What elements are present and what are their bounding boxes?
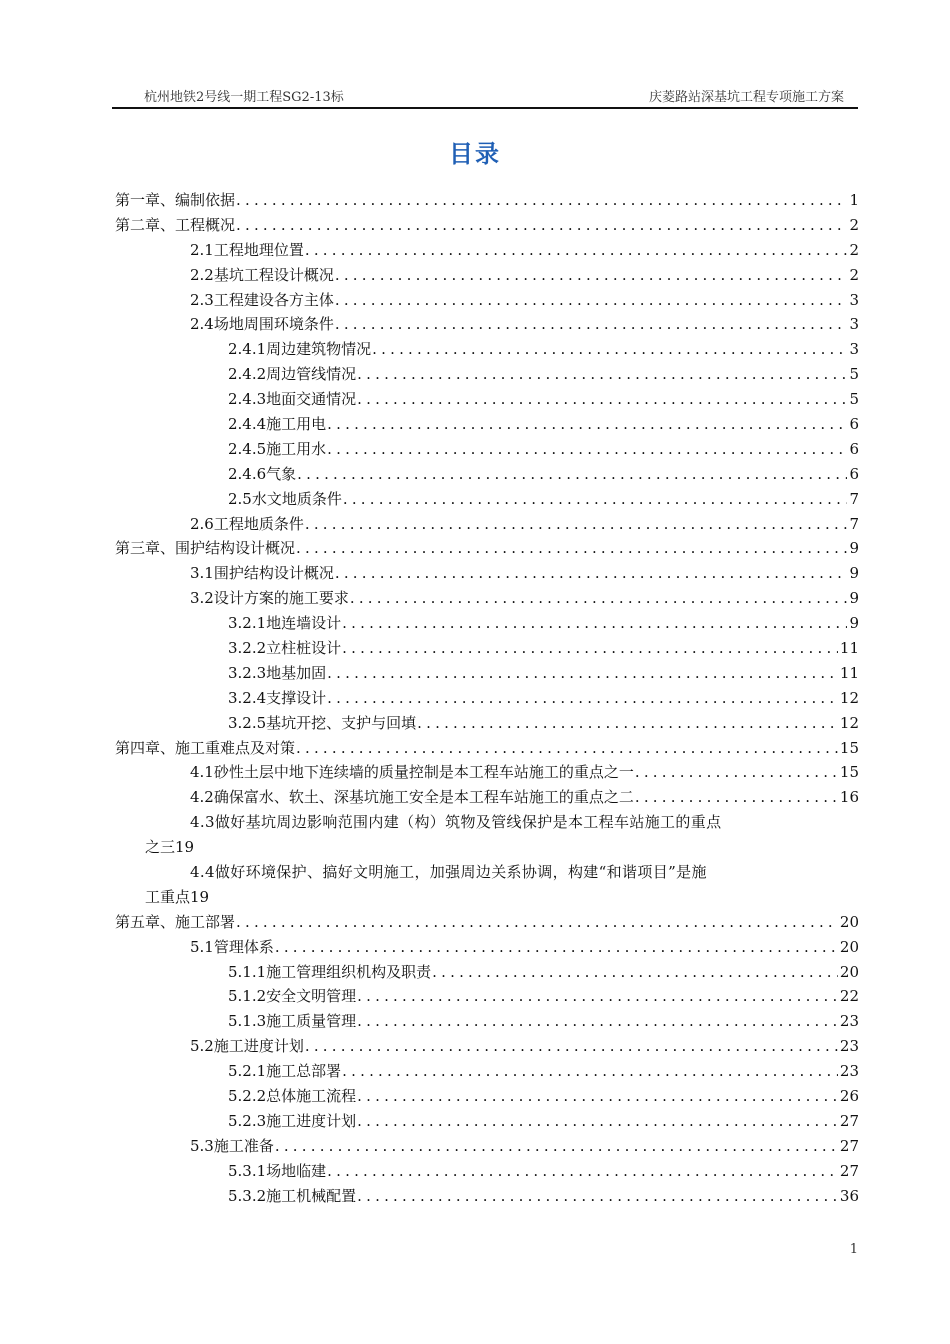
toc-entry-text: 2.3工程建设各方主体 (190, 290, 334, 309)
toc-entry-text: 3.2.5基坑开挖、支护与回填 (228, 713, 417, 732)
toc-entry[interactable] (115, 960, 859, 985)
toc-page-number: 27 (839, 1161, 859, 1180)
toc-leader-dots (296, 536, 847, 561)
toc-entry[interactable] (115, 1134, 859, 1159)
toc-leader-dots (305, 512, 848, 537)
toc-leader-dots (297, 462, 847, 487)
toc-page-number: 6 (849, 439, 859, 458)
toc-page-number: 36 (839, 1186, 859, 1205)
toc-leader-dots (236, 213, 847, 238)
toc-page-number: 19 (175, 838, 195, 857)
toc-leader-dots (327, 437, 847, 462)
toc-entry[interactable] (115, 1034, 859, 1059)
toc-leader-dots (335, 263, 848, 288)
toc-page-number: 1 (849, 190, 859, 209)
page-title: 目录 (449, 139, 501, 168)
toc-entry-text-continued: 工重点 (145, 887, 191, 906)
toc-page-number: 12 (839, 688, 859, 707)
toc-entry-text: 5.1管理体系 (190, 937, 274, 956)
toc-page-number: 15 (839, 763, 859, 782)
toc-entry[interactable] (115, 1159, 859, 1184)
toc-leader-dots (342, 611, 847, 636)
toc-entry-text: 2.4.5施工用水 (228, 439, 327, 458)
toc-leader-dots (275, 935, 838, 960)
toc-entry-text: 2.1工程地理位置 (190, 240, 304, 259)
toc-page-number: 9 (849, 589, 859, 608)
toc-page-number: 2 (849, 265, 859, 284)
toc-entry-text: 第二章、工程概况 (115, 215, 236, 234)
toc-entry-text: 2.4.2周边管线情况 (228, 365, 357, 384)
header-document-name: 庆菱路站深基坑工程专项施工方案 (648, 90, 844, 105)
toc-leader-dots (342, 1059, 838, 1084)
toc-page-number: 23 (839, 1012, 859, 1031)
toc-entry[interactable] (115, 213, 859, 238)
toc-entry-text: 2.5水文地质条件 (228, 489, 342, 508)
toc-leader-dots (357, 984, 838, 1009)
toc-entry[interactable] (115, 760, 859, 785)
toc-entry[interactable] (115, 312, 859, 337)
toc-page-number: 23 (839, 1062, 859, 1081)
toc-entry-text: 4.2确保富水、软土、深基坑施工安全是本工程车站施工的重点之二 (190, 788, 634, 807)
toc-entry-text: 5.1.2安全文明管理 (228, 987, 357, 1006)
toc-leader-dots (432, 960, 838, 985)
toc-entry-text: 5.2.1施工总部署 (228, 1062, 342, 1081)
toc-page-number: 20 (839, 962, 859, 981)
toc-page-number: 2 (849, 215, 859, 234)
toc-entry[interactable] (115, 611, 859, 636)
toc-entry[interactable] (115, 985, 859, 1010)
toc-entry-text: 5.1.3施工质量管理 (228, 1012, 357, 1031)
toc-page-number: 22 (839, 987, 859, 1006)
toc-leader-dots (335, 561, 848, 586)
toc-page-number: 19 (190, 887, 210, 906)
toc-leader-dots (372, 337, 847, 362)
toc-leader-dots (305, 1034, 838, 1059)
toc-leader-dots (335, 288, 848, 313)
toc-entry-text: 2.6工程地质条件 (190, 514, 304, 533)
toc-page-number: 12 (839, 713, 859, 732)
toc-page-number: 5 (849, 390, 859, 409)
toc-page-number: 11 (839, 639, 859, 658)
toc-entry[interactable] (115, 487, 859, 512)
toc-entry[interactable] (115, 561, 859, 586)
toc-leader-dots (635, 760, 838, 785)
toc-entry-text: 第四章、施工重难点及对策 (115, 738, 296, 757)
toc-entry[interactable] (115, 1009, 859, 1034)
toc-entry[interactable] (115, 785, 859, 810)
toc-page-number: 3 (849, 290, 859, 309)
toc-entry[interactable] (115, 1109, 859, 1134)
toc-page-number: 3 (849, 315, 859, 334)
toc-page-number: 23 (839, 1037, 859, 1056)
toc-entry-text: 5.3.1场地临建 (228, 1161, 327, 1180)
toc-entry[interactable] (115, 1184, 859, 1209)
toc-entry[interactable] (115, 910, 859, 935)
toc-entry-text: 2.4.1周边建筑物情况 (228, 340, 372, 359)
toc-leader-dots (275, 1134, 838, 1159)
header-project-name: 杭州地铁2号线一期工程SG2-13标 (144, 90, 344, 105)
toc-leader-dots (417, 711, 838, 736)
toc-entry-text: 5.3.2施工机械配置 (228, 1186, 357, 1205)
toc-entry-text: 3.2.1地连墙设计 (228, 614, 342, 633)
table-of-contents (115, 188, 859, 1209)
toc-page-number: 3 (849, 340, 859, 359)
toc-entry-text: 5.3施工准备 (190, 1136, 274, 1155)
toc-entry[interactable] (115, 387, 859, 412)
toc-entry[interactable] (115, 711, 859, 736)
toc-page-number: 9 (849, 614, 859, 633)
toc-entry[interactable] (115, 512, 859, 537)
toc-entry-text: 4.4做好环境保护、搞好文明施工，加强周边关系协调，构建“和谐项目”是施 (190, 863, 707, 882)
toc-leader-dots (357, 1184, 838, 1209)
page-header (112, 86, 858, 108)
toc-leader-dots (305, 238, 848, 263)
toc-entry-text: 3.2.3地基加固 (228, 663, 327, 682)
toc-page-number: 2 (849, 240, 859, 259)
toc-leader-dots (343, 487, 848, 512)
toc-entry-text: 第一章、编制依据 (115, 190, 236, 209)
toc-entry[interactable] (115, 412, 859, 437)
toc-entry[interactable] (115, 288, 859, 313)
toc-leader-dots (357, 362, 847, 387)
toc-entry-text: 5.2.2总体施工流程 (228, 1087, 357, 1106)
toc-entry-text: 2.4.3地面交通情况 (228, 390, 357, 409)
toc-leader-dots (357, 1009, 838, 1034)
toc-leader-dots (296, 736, 838, 761)
toc-entry[interactable] (115, 536, 859, 561)
toc-entry-text: 2.4.6气象 (228, 464, 297, 483)
toc-entry-text: 5.1.1施工管理组织机构及职责 (228, 962, 432, 981)
toc-entry[interactable] (115, 462, 859, 487)
toc-leader-dots (335, 312, 848, 337)
toc-page-number: 7 (849, 514, 859, 533)
toc-page-number: 15 (839, 738, 859, 757)
toc-entry-text: 2.2基坑工程设计概况 (190, 265, 334, 284)
toc-entry-text: 3.2.2立柱桩设计 (228, 639, 342, 658)
toc-entry-text: 2.4.4施工用电 (228, 415, 327, 433)
toc-leader-dots (357, 1109, 838, 1134)
toc-leader-dots (342, 636, 838, 661)
toc-entry-text: 第五章、施工部署 (115, 912, 236, 931)
toc-entry[interactable] (115, 437, 859, 462)
toc-entry-text: 2.4场地周围环境条件 (190, 315, 334, 334)
toc-entry[interactable] (115, 686, 859, 711)
toc-leader-dots (327, 661, 838, 686)
toc-entry-text: 4.1砂性土层中地下连续墙的质量控制是本工程车站施工的重点之一 (190, 763, 634, 782)
toc-entry[interactable] (115, 263, 859, 288)
toc-entry[interactable] (115, 661, 859, 686)
toc-page-number: 9 (849, 539, 859, 558)
toc-page-number: 27 (839, 1136, 859, 1155)
toc-page-number: 9 (849, 564, 859, 583)
toc-page-number: 6 (849, 415, 859, 433)
toc-leader-dots (350, 586, 848, 611)
toc-entry-text: 3.2.4支撑设计 (228, 688, 327, 707)
toc-leader-dots (357, 387, 847, 412)
toc-entry[interactable] (115, 362, 859, 387)
toc-entry-text: 5.2.3施工进度计划 (228, 1111, 357, 1130)
toc-leader-dots (327, 1159, 838, 1184)
toc-leader-dots (236, 910, 838, 935)
toc-entry-text: 3.2设计方案的施工要求 (190, 589, 349, 608)
toc-page-number: 6 (849, 464, 859, 483)
toc-leader-dots (327, 412, 847, 437)
toc-entry[interactable] (115, 337, 859, 362)
toc-entry[interactable] (115, 810, 859, 860)
toc-entry[interactable] (115, 636, 859, 661)
toc-entry-text: 5.2施工进度计划 (190, 1037, 304, 1056)
toc-entry[interactable] (115, 736, 859, 761)
toc-page-number: 20 (839, 912, 859, 931)
toc-entry[interactable] (115, 1084, 859, 1109)
toc-page-number: 11 (839, 663, 859, 682)
toc-page-number: 5 (849, 365, 859, 384)
toc-entry-text-continued: 之三 (145, 838, 176, 857)
page-number: 1 (849, 1242, 858, 1257)
toc-page-number: 26 (839, 1087, 859, 1106)
toc-page-number: 7 (849, 489, 859, 508)
toc-entry[interactable] (115, 1059, 859, 1084)
toc-entry[interactable] (115, 238, 859, 263)
toc-leader-dots (236, 188, 847, 213)
toc-leader-dots (357, 1084, 838, 1109)
toc-entry[interactable] (115, 860, 859, 910)
header-divider (112, 107, 858, 109)
toc-entry[interactable] (115, 586, 859, 611)
toc-entry[interactable] (115, 188, 859, 213)
toc-page-number: 16 (839, 788, 859, 807)
toc-page-number: 27 (839, 1111, 859, 1130)
toc-entry-text: 3.1围护结构设计概况 (190, 564, 334, 583)
toc-leader-dots (327, 686, 838, 711)
toc-entry[interactable] (115, 935, 859, 960)
toc-page-number: 20 (839, 937, 859, 956)
toc-leader-dots (635, 785, 838, 810)
toc-entry-text: 4.3做好基坑周边影响范围内建（构）筑物及管线保护是本工程车站施工的重点 (190, 813, 722, 832)
toc-entry-text: 第三章、围护结构设计概况 (115, 539, 296, 558)
